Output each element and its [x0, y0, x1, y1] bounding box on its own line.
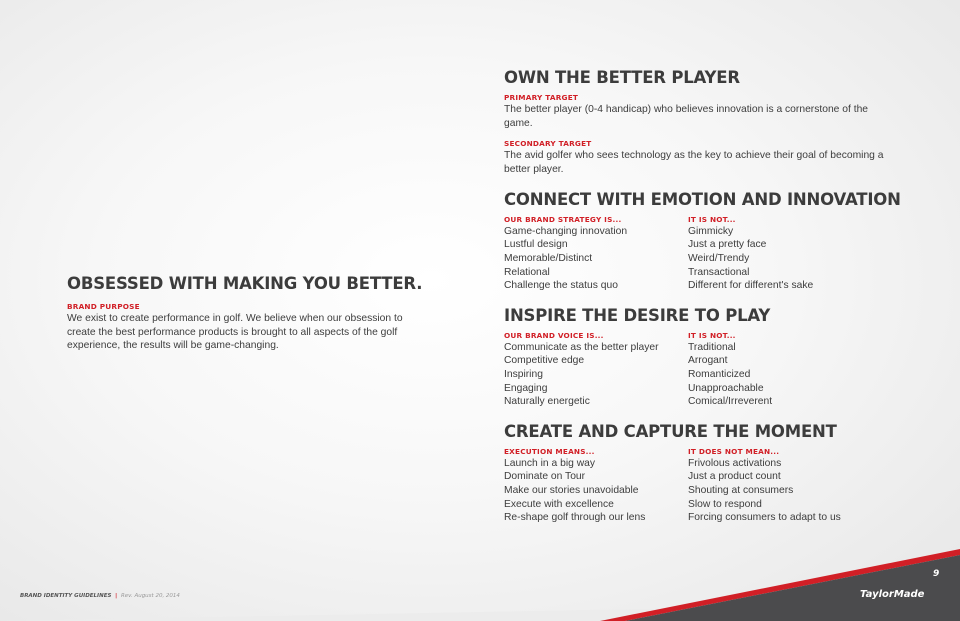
- list-item: Game-changing innovation: [504, 225, 628, 237]
- primary-target-text: The better player (0-4 handicap) who believes innovation is a cornerstone of the game.: [504, 104, 869, 129]
- document-name: BRAND IDENTITY GUIDELINES: [20, 593, 112, 599]
- purpose-text: We exist to create performance in golf. We believe when our obsession to create the best performance products is brought to all aspects of the golf experience, the results will be game-changing.: [67, 313, 403, 352]
- section-create-and-capture: [504, 422, 884, 525]
- primary-target-label: PRIMARY TARGET: [504, 93, 579, 102]
- list-item: Re-shape golf through our lens: [504, 512, 646, 524]
- secondary-target: [504, 139, 884, 176]
- strategy-is-not-column: [688, 215, 872, 293]
- section-title: OWN THE BETTER PLAYER: [504, 68, 740, 87]
- column-label: OUR BRAND VOICE IS...: [504, 330, 604, 340]
- list-item: Forcing consumers to adapt to us: [688, 512, 841, 524]
- list-item: Execute with excellence: [504, 498, 614, 510]
- taylormade-logo: TaylorMade: [860, 589, 925, 600]
- list-item: Just a product count: [688, 471, 781, 483]
- footer-credit: [20, 593, 180, 599]
- list-item: Frivolous activations: [688, 457, 782, 469]
- column-label: IT DOES NOT MEAN...: [688, 446, 780, 456]
- purpose-label: BRAND PURPOSE: [67, 302, 140, 311]
- brand-strategy-column: [504, 215, 688, 293]
- list-item: Inspiring: [504, 368, 543, 380]
- list-item: Competitive edge: [504, 355, 585, 367]
- voice-is-not-column: [688, 331, 872, 409]
- section-title: INSPIRE THE DESIRE TO PLAY: [504, 305, 771, 325]
- list-item: Slow to respond: [688, 498, 762, 510]
- list-item: Relational: [504, 266, 550, 278]
- list-item: Different for different's sake: [688, 280, 814, 292]
- section-title: CREATE AND CAPTURE THE MOMENT: [504, 421, 837, 441]
- list-item: Dominate on Tour: [504, 471, 586, 483]
- list-item: Comical/Irreverent: [688, 396, 773, 408]
- list-item: Transactional: [688, 266, 750, 278]
- brand-pillars: [504, 68, 901, 538]
- list-item: Weird/Trendy: [688, 253, 750, 264]
- list-item: Lustful design: [504, 239, 568, 251]
- list-item: Unapproachable: [688, 382, 764, 394]
- secondary-target-text: The avid golfer who sees technology as the key to achieve their goal of becoming a better player.: [504, 150, 884, 176]
- secondary-target-label: SECONDARY TARGET: [504, 139, 592, 149]
- list-item: Arrogant: [688, 355, 728, 367]
- list-item: Traditional: [688, 341, 736, 353]
- section-inspire-the-desire: [504, 306, 884, 409]
- brand-voice-column: [504, 331, 688, 409]
- section-title: CONNECT WITH EMOTION AND INNOVATION: [504, 189, 901, 209]
- list-item: Launch in a big way: [504, 457, 596, 469]
- footer-separator: |: [115, 593, 118, 599]
- list-item: Engaging: [504, 382, 548, 394]
- column-label: EXECUTION MEANS...: [504, 446, 595, 456]
- column-label: IT IS NOT...: [688, 214, 736, 224]
- list-item: Make our stories unavoidable: [504, 484, 639, 496]
- list-item: Just a pretty face: [688, 239, 767, 251]
- page-number: 9: [933, 569, 940, 579]
- brand-purpose-block: [67, 274, 423, 353]
- list-item: Memorable/Distinct: [504, 253, 593, 264]
- execution-means-column: [504, 447, 688, 525]
- list-item: Shouting at consumers: [688, 484, 794, 496]
- primary-target: [504, 93, 884, 130]
- list-item: Romanticized: [688, 368, 751, 380]
- list-item: Challenge the status quo: [504, 280, 618, 292]
- does-not-mean-column: [688, 447, 872, 525]
- column-label: OUR BRAND STRATEGY IS...: [504, 214, 622, 224]
- section-connect-with-emotion: [504, 189, 901, 293]
- list-item: Gimmicky: [688, 225, 734, 237]
- list-item: Communicate as the better player: [504, 341, 659, 353]
- column-label: IT IS NOT...: [688, 330, 736, 340]
- footer-band: [0, 541, 960, 621]
- section-own-the-better-player: [504, 68, 884, 177]
- revision-date: Rev. August 20, 2014: [120, 593, 180, 599]
- list-item: Naturally energetic: [504, 396, 590, 408]
- purpose-heading: OBSESSED WITH MAKING YOU BETTER.: [67, 274, 423, 293]
